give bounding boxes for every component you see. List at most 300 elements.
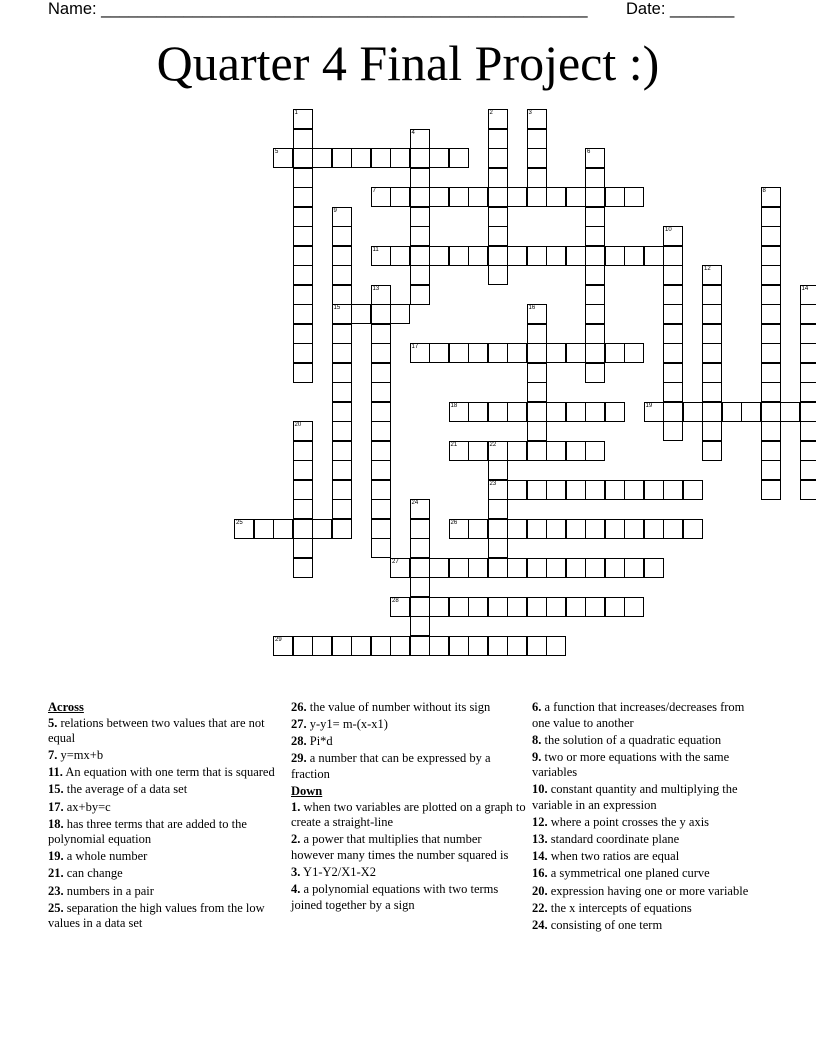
crossword-cell[interactable] bbox=[254, 519, 274, 539]
crossword-cell[interactable] bbox=[293, 207, 313, 227]
crossword-cell[interactable] bbox=[566, 519, 586, 539]
crossword-cell[interactable] bbox=[332, 226, 352, 246]
clue-text: separation the high values from the low values in a data set bbox=[48, 900, 265, 931]
crossword-cell[interactable] bbox=[566, 480, 586, 500]
crossword-cell[interactable] bbox=[410, 577, 430, 597]
crossword-cell[interactable] bbox=[488, 538, 508, 558]
crossword-cell[interactable] bbox=[566, 246, 586, 266]
crossword-cell[interactable] bbox=[293, 460, 313, 480]
crossword-cell[interactable] bbox=[605, 480, 625, 500]
crossword-cell[interactable] bbox=[527, 421, 547, 441]
crossword-cell[interactable] bbox=[605, 246, 625, 266]
crossword-cell[interactable] bbox=[546, 441, 566, 461]
clue bbox=[48, 765, 278, 781]
crossword-cell[interactable] bbox=[585, 558, 605, 578]
clue-number: 1. bbox=[291, 799, 301, 814]
crossword-cell[interactable] bbox=[468, 246, 488, 266]
crossword-cell[interactable] bbox=[800, 285, 816, 305]
crossword-cell[interactable] bbox=[585, 226, 605, 246]
crossword-cell[interactable] bbox=[312, 519, 332, 539]
crossword-cell[interactable] bbox=[644, 402, 664, 422]
crossword-cell[interactable] bbox=[371, 538, 391, 558]
crossword-cell[interactable] bbox=[371, 304, 391, 324]
crossword-cell[interactable] bbox=[488, 597, 508, 617]
crossword-cell[interactable] bbox=[332, 324, 352, 344]
crossword-cell[interactable] bbox=[605, 343, 625, 363]
crossword-cell[interactable] bbox=[293, 304, 313, 324]
crossword-cell[interactable] bbox=[371, 324, 391, 344]
crossword-cell[interactable] bbox=[371, 441, 391, 461]
crossword-cell[interactable] bbox=[702, 304, 722, 324]
crossword-cell[interactable] bbox=[351, 304, 371, 324]
crossword-cell[interactable] bbox=[468, 558, 488, 578]
crossword-cell[interactable] bbox=[293, 558, 313, 578]
crossword-cell[interactable] bbox=[429, 148, 449, 168]
crossword-cell[interactable] bbox=[683, 480, 703, 500]
crossword-cell[interactable] bbox=[527, 324, 547, 344]
crossword-cell[interactable] bbox=[293, 285, 313, 305]
crossword-cell[interactable] bbox=[468, 597, 488, 617]
crossword-cell[interactable] bbox=[624, 187, 644, 207]
crossword-cell[interactable] bbox=[312, 148, 332, 168]
crossword-cell[interactable] bbox=[429, 343, 449, 363]
crossword-cell[interactable] bbox=[527, 109, 547, 129]
crossword-cell[interactable] bbox=[761, 343, 781, 363]
crossword-cell[interactable] bbox=[702, 382, 722, 402]
crossword-cell[interactable] bbox=[449, 558, 469, 578]
crossword-cell[interactable] bbox=[546, 343, 566, 363]
crossword-cell[interactable] bbox=[605, 558, 625, 578]
crossword-cell[interactable] bbox=[371, 480, 391, 500]
crossword-cell[interactable] bbox=[293, 538, 313, 558]
crossword-cell[interactable] bbox=[663, 304, 683, 324]
crossword-cell[interactable] bbox=[585, 304, 605, 324]
crossword-cell[interactable] bbox=[800, 441, 816, 461]
crossword-cell[interactable] bbox=[800, 343, 816, 363]
crossword-cell[interactable] bbox=[800, 460, 816, 480]
crossword-cell[interactable] bbox=[800, 421, 816, 441]
crossword-cell[interactable] bbox=[468, 519, 488, 539]
crossword-cell[interactable] bbox=[332, 499, 352, 519]
crossword-cell[interactable] bbox=[663, 382, 683, 402]
crossword-cell[interactable] bbox=[410, 265, 430, 285]
crossword-cell[interactable] bbox=[488, 402, 508, 422]
clue bbox=[532, 750, 760, 781]
crossword-cell[interactable] bbox=[546, 402, 566, 422]
crossword-cell[interactable] bbox=[488, 441, 508, 461]
crossword-cell[interactable] bbox=[429, 597, 449, 617]
crossword-cell[interactable] bbox=[507, 343, 527, 363]
crossword-cell[interactable] bbox=[624, 558, 644, 578]
crossword-cell[interactable] bbox=[663, 402, 683, 422]
crossword-cell[interactable] bbox=[332, 363, 352, 383]
crossword-cell[interactable] bbox=[273, 148, 293, 168]
crossword-cell[interactable] bbox=[293, 519, 313, 539]
crossword-cell[interactable] bbox=[566, 187, 586, 207]
crossword-cell[interactable] bbox=[332, 148, 352, 168]
crossword-cell[interactable] bbox=[488, 499, 508, 519]
clue-text: has three terms that are added to the polynomial equation bbox=[48, 816, 247, 847]
crossword-cell[interactable] bbox=[390, 187, 410, 207]
crossword-cell[interactable] bbox=[488, 226, 508, 246]
crossword-cell[interactable] bbox=[702, 285, 722, 305]
crossword-cell[interactable] bbox=[507, 519, 527, 539]
crossword-cell[interactable] bbox=[644, 246, 664, 266]
crossword-cell[interactable] bbox=[507, 246, 527, 266]
crossword-cell[interactable] bbox=[410, 519, 430, 539]
crossword-cell[interactable] bbox=[800, 363, 816, 383]
crossword-cell[interactable] bbox=[351, 636, 371, 656]
crossword-cell[interactable] bbox=[468, 187, 488, 207]
crossword-cell[interactable] bbox=[585, 148, 605, 168]
crossword-cell[interactable] bbox=[371, 460, 391, 480]
crossword-cell[interactable] bbox=[800, 480, 816, 500]
crossword-cell[interactable] bbox=[293, 324, 313, 344]
crossword-cell[interactable] bbox=[468, 343, 488, 363]
clue-text: standard coordinate plane bbox=[547, 832, 680, 847]
crossword-cell[interactable] bbox=[371, 402, 391, 422]
crossword-cell[interactable] bbox=[488, 187, 508, 207]
crossword-cell[interactable] bbox=[546, 636, 566, 656]
crossword-cell[interactable] bbox=[332, 285, 352, 305]
crossword-cell[interactable] bbox=[488, 168, 508, 188]
crossword-cell[interactable] bbox=[488, 460, 508, 480]
crossword-cell[interactable] bbox=[488, 109, 508, 129]
crossword-cell[interactable] bbox=[663, 343, 683, 363]
crossword-cell[interactable] bbox=[293, 265, 313, 285]
crossword-cell[interactable] bbox=[410, 187, 430, 207]
crossword-cell[interactable] bbox=[371, 187, 391, 207]
crossword-cell[interactable] bbox=[585, 207, 605, 227]
crossword-cell[interactable] bbox=[468, 441, 488, 461]
crossword-cell[interactable] bbox=[371, 246, 391, 266]
crossword-cell[interactable] bbox=[488, 265, 508, 285]
crossword-cell[interactable] bbox=[488, 246, 508, 266]
crossword-cell[interactable] bbox=[527, 558, 547, 578]
crossword-cell[interactable] bbox=[410, 285, 430, 305]
crossword-cell[interactable] bbox=[449, 519, 469, 539]
crossword-cell[interactable] bbox=[761, 207, 781, 227]
crossword-cell[interactable] bbox=[585, 363, 605, 383]
crossword-cell[interactable] bbox=[293, 499, 313, 519]
crossword-cell[interactable] bbox=[371, 499, 391, 519]
cell-number: 6 bbox=[587, 149, 591, 155]
crossword-cell[interactable] bbox=[527, 246, 547, 266]
crossword-cell[interactable] bbox=[507, 441, 527, 461]
crossword-cell[interactable] bbox=[722, 402, 742, 422]
crossword-cell[interactable] bbox=[527, 441, 547, 461]
crossword-cell[interactable] bbox=[429, 187, 449, 207]
clue bbox=[532, 901, 760, 917]
crossword-cell[interactable] bbox=[390, 636, 410, 656]
crossword-cell[interactable] bbox=[624, 597, 644, 617]
crossword-cell[interactable] bbox=[761, 363, 781, 383]
crossword-cell[interactable] bbox=[761, 265, 781, 285]
crossword-cell[interactable] bbox=[488, 343, 508, 363]
crossword-cell[interactable] bbox=[800, 324, 816, 344]
crossword-cell[interactable] bbox=[761, 480, 781, 500]
crossword-cell[interactable] bbox=[546, 187, 566, 207]
crossword-cell[interactable] bbox=[332, 207, 352, 227]
crossword-cell[interactable] bbox=[761, 285, 781, 305]
crossword-cell[interactable] bbox=[527, 187, 547, 207]
crossword-cell[interactable] bbox=[410, 597, 430, 617]
crossword-cell[interactable] bbox=[644, 480, 664, 500]
crossword-cell[interactable] bbox=[410, 168, 430, 188]
crossword-cell[interactable] bbox=[761, 460, 781, 480]
crossword-cell[interactable] bbox=[488, 480, 508, 500]
crossword-cell[interactable] bbox=[585, 265, 605, 285]
crossword-cell[interactable] bbox=[663, 421, 683, 441]
crossword-cell[interactable] bbox=[293, 148, 313, 168]
crossword-cell[interactable] bbox=[761, 226, 781, 246]
crossword-cell[interactable] bbox=[527, 382, 547, 402]
crossword-cell[interactable] bbox=[761, 382, 781, 402]
crossword-cell[interactable] bbox=[293, 441, 313, 461]
crossword-cell[interactable] bbox=[332, 343, 352, 363]
crossword-cell[interactable] bbox=[546, 558, 566, 578]
crossword-cell[interactable] bbox=[293, 109, 313, 129]
crossword-cell[interactable] bbox=[702, 343, 722, 363]
crossword-cell[interactable] bbox=[585, 246, 605, 266]
crossword-cell[interactable] bbox=[449, 148, 469, 168]
crossword-cell[interactable] bbox=[585, 168, 605, 188]
crossword-cell[interactable] bbox=[429, 636, 449, 656]
crossword-cell[interactable] bbox=[293, 363, 313, 383]
crossword-cell[interactable] bbox=[527, 304, 547, 324]
crossword-cell[interactable] bbox=[410, 246, 430, 266]
crossword-cell[interactable] bbox=[312, 636, 332, 656]
clue bbox=[532, 832, 760, 848]
crossword-cell[interactable] bbox=[507, 480, 527, 500]
crossword-cell[interactable] bbox=[273, 636, 293, 656]
crossword-cell[interactable] bbox=[410, 343, 430, 363]
crossword-cell[interactable] bbox=[410, 129, 430, 149]
crossword-cell[interactable] bbox=[449, 402, 469, 422]
crossword-cell[interactable] bbox=[761, 187, 781, 207]
crossword-cell[interactable] bbox=[410, 558, 430, 578]
crossword-cell[interactable] bbox=[390, 246, 410, 266]
crossword-cell[interactable] bbox=[429, 558, 449, 578]
crossword-cell[interactable] bbox=[527, 597, 547, 617]
crossword-cell[interactable] bbox=[293, 636, 313, 656]
crossword-cell[interactable] bbox=[410, 499, 430, 519]
clue-number: 28. bbox=[291, 734, 307, 749]
crossword-cell[interactable] bbox=[332, 421, 352, 441]
crossword-cell[interactable] bbox=[234, 519, 254, 539]
crossword-cell[interactable] bbox=[585, 324, 605, 344]
crossword-cell[interactable] bbox=[332, 265, 352, 285]
crossword-cell[interactable] bbox=[605, 597, 625, 617]
crossword-cell[interactable] bbox=[800, 382, 816, 402]
crossword-cell[interactable] bbox=[332, 519, 352, 539]
crossword-cell[interactable] bbox=[410, 538, 430, 558]
crossword-cell[interactable] bbox=[702, 421, 722, 441]
crossword-cell[interactable] bbox=[527, 636, 547, 656]
crossword-cell[interactable] bbox=[468, 402, 488, 422]
crossword-cell[interactable] bbox=[371, 421, 391, 441]
crossword-cell[interactable] bbox=[546, 246, 566, 266]
crossword-cell[interactable] bbox=[371, 285, 391, 305]
crossword-cell[interactable] bbox=[585, 441, 605, 461]
crossword-cell[interactable] bbox=[546, 597, 566, 617]
crossword-cell[interactable] bbox=[410, 148, 430, 168]
crossword-cell[interactable] bbox=[800, 304, 816, 324]
crossword-cell[interactable] bbox=[663, 265, 683, 285]
crossword-cell[interactable] bbox=[663, 226, 683, 246]
crossword-cell[interactable] bbox=[546, 519, 566, 539]
crossword-cell[interactable] bbox=[761, 246, 781, 266]
crossword-cell[interactable] bbox=[761, 441, 781, 461]
crossword-cell[interactable] bbox=[683, 519, 703, 539]
crossword-cell[interactable] bbox=[605, 519, 625, 539]
crossword-cell[interactable] bbox=[507, 402, 527, 422]
crossword-cell[interactable] bbox=[293, 246, 313, 266]
crossword-cell[interactable] bbox=[527, 168, 547, 188]
crossword-cell[interactable] bbox=[273, 519, 293, 539]
crossword-cell[interactable] bbox=[371, 363, 391, 383]
crossword-cell[interactable] bbox=[741, 402, 761, 422]
crossword-cell[interactable] bbox=[332, 304, 352, 324]
crossword-cell[interactable] bbox=[702, 441, 722, 461]
crossword-cell[interactable] bbox=[371, 636, 391, 656]
crossword-cell[interactable] bbox=[488, 558, 508, 578]
crossword-cell[interactable] bbox=[566, 441, 586, 461]
crossword-cell[interactable] bbox=[546, 480, 566, 500]
crossword-cell[interactable] bbox=[624, 246, 644, 266]
crossword-cell[interactable] bbox=[410, 636, 430, 656]
crossword-cell[interactable] bbox=[527, 343, 547, 363]
crossword-cell[interactable] bbox=[663, 246, 683, 266]
crossword-cell[interactable] bbox=[761, 421, 781, 441]
crossword-cell[interactable] bbox=[332, 382, 352, 402]
crossword-cell[interactable] bbox=[624, 519, 644, 539]
crossword-cell[interactable] bbox=[585, 519, 605, 539]
crossword-cell[interactable] bbox=[449, 187, 469, 207]
crossword-cell[interactable] bbox=[507, 558, 527, 578]
crossword-cell[interactable] bbox=[585, 285, 605, 305]
crossword-cell[interactable] bbox=[663, 480, 683, 500]
clue bbox=[48, 716, 278, 747]
crossword-cell[interactable] bbox=[527, 363, 547, 383]
crossword-cell[interactable] bbox=[800, 402, 816, 422]
crossword-cell[interactable] bbox=[702, 363, 722, 383]
crossword-cell[interactable] bbox=[527, 519, 547, 539]
crossword-cell[interactable] bbox=[566, 402, 586, 422]
crossword-cell[interactable] bbox=[332, 246, 352, 266]
crossword-cell[interactable] bbox=[293, 187, 313, 207]
crossword-cell[interactable] bbox=[488, 129, 508, 149]
crossword-cell[interactable] bbox=[527, 129, 547, 149]
crossword-cell[interactable] bbox=[527, 402, 547, 422]
crossword-cell[interactable] bbox=[468, 636, 488, 656]
crossword-cell[interactable] bbox=[449, 636, 469, 656]
crossword-cell[interactable] bbox=[449, 597, 469, 617]
clue-number: 15. bbox=[48, 782, 64, 797]
crossword-cell[interactable] bbox=[683, 402, 703, 422]
crossword-cell[interactable] bbox=[449, 441, 469, 461]
clue-number: 2. bbox=[291, 832, 301, 847]
crossword-cell[interactable] bbox=[293, 343, 313, 363]
crossword-cell[interactable] bbox=[624, 480, 644, 500]
crossword-cell[interactable] bbox=[663, 519, 683, 539]
crossword-cell[interactable] bbox=[488, 519, 508, 539]
crossword-cell[interactable] bbox=[761, 304, 781, 324]
crossword-cell[interactable] bbox=[410, 226, 430, 246]
crossword-cell[interactable] bbox=[390, 597, 410, 617]
crossword-cell[interactable] bbox=[293, 421, 313, 441]
crossword-cell[interactable] bbox=[605, 187, 625, 207]
crossword-cell[interactable] bbox=[780, 402, 800, 422]
crossword-cell[interactable] bbox=[507, 187, 527, 207]
clue-number: 14. bbox=[532, 849, 548, 864]
crossword-cell[interactable] bbox=[585, 343, 605, 363]
crossword-cell[interactable] bbox=[488, 148, 508, 168]
crossword-cell[interactable] bbox=[332, 460, 352, 480]
crossword-cell[interactable] bbox=[663, 285, 683, 305]
crossword-cell[interactable] bbox=[663, 363, 683, 383]
crossword-cell[interactable] bbox=[351, 148, 371, 168]
crossword-cell[interactable] bbox=[566, 343, 586, 363]
crossword-cell[interactable] bbox=[566, 558, 586, 578]
crossword-cell[interactable] bbox=[371, 382, 391, 402]
crossword-cell[interactable] bbox=[702, 265, 722, 285]
crossword-cell[interactable] bbox=[585, 187, 605, 207]
crossword-cell[interactable] bbox=[293, 226, 313, 246]
crossword-cell[interactable] bbox=[449, 343, 469, 363]
crossword-cell[interactable] bbox=[390, 558, 410, 578]
crossword-cell[interactable] bbox=[371, 343, 391, 363]
crossword-cell[interactable] bbox=[507, 636, 527, 656]
clue-text: ax+by=c bbox=[63, 799, 111, 814]
crossword-cell[interactable] bbox=[488, 207, 508, 227]
crossword-cell[interactable] bbox=[293, 129, 313, 149]
crossword-cell[interactable] bbox=[332, 402, 352, 422]
crossword-cell[interactable] bbox=[663, 324, 683, 344]
crossword-cell[interactable] bbox=[527, 148, 547, 168]
crossword-cell[interactable] bbox=[702, 324, 722, 344]
crossword-cell[interactable] bbox=[585, 402, 605, 422]
crossword-cell[interactable] bbox=[605, 402, 625, 422]
crossword-cell[interactable] bbox=[332, 480, 352, 500]
crossword-cell[interactable] bbox=[761, 402, 781, 422]
crossword-cell[interactable] bbox=[507, 597, 527, 617]
crossword-cell[interactable] bbox=[293, 480, 313, 500]
crossword-cell[interactable] bbox=[488, 636, 508, 656]
crossword-cell[interactable] bbox=[371, 519, 391, 539]
crossword-cell[interactable] bbox=[585, 597, 605, 617]
crossword-cell[interactable] bbox=[371, 148, 391, 168]
crossword-cell[interactable] bbox=[527, 480, 547, 500]
crossword-cell[interactable] bbox=[644, 558, 664, 578]
crossword-cell[interactable] bbox=[624, 343, 644, 363]
crossword-cell[interactable] bbox=[702, 402, 722, 422]
crossword-cell[interactable] bbox=[429, 246, 449, 266]
crossword-cell[interactable] bbox=[390, 304, 410, 324]
crossword-cell[interactable] bbox=[585, 480, 605, 500]
crossword-cell[interactable] bbox=[410, 616, 430, 636]
crossword-cell[interactable] bbox=[566, 597, 586, 617]
crossword-cell[interactable] bbox=[449, 246, 469, 266]
crossword-cell[interactable] bbox=[761, 324, 781, 344]
crossword-cell[interactable] bbox=[390, 148, 410, 168]
crossword-cell[interactable] bbox=[332, 441, 352, 461]
crossword-cell[interactable] bbox=[410, 207, 430, 227]
crossword-cell[interactable] bbox=[332, 636, 352, 656]
crossword-cell[interactable] bbox=[644, 519, 664, 539]
crossword-cell[interactable] bbox=[293, 168, 313, 188]
clue-number: 10. bbox=[532, 782, 548, 797]
